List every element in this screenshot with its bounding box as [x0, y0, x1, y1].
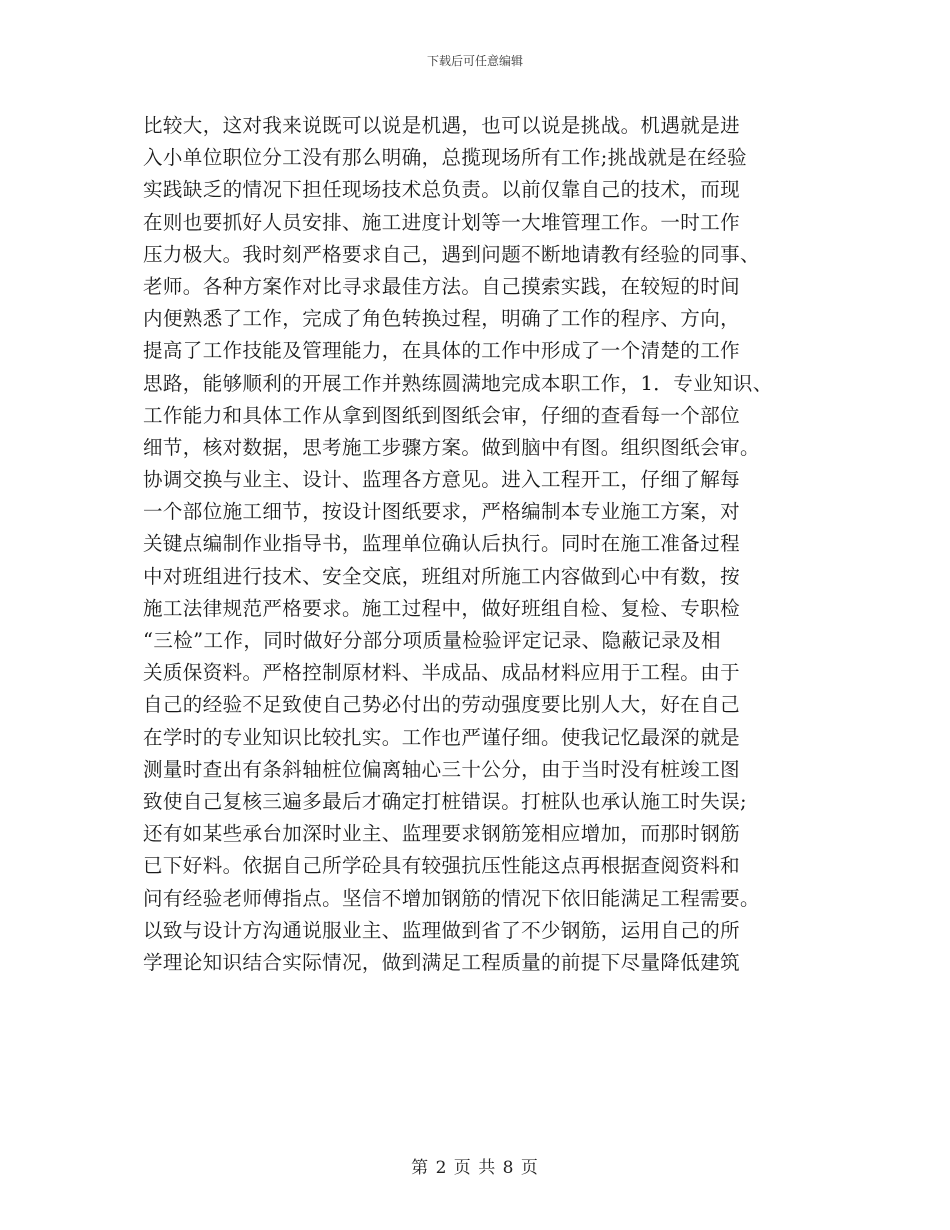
text-line: 压力极大。我时刻严格要求自己，遇到问题不断地请教有经验的同事、 [143, 242, 760, 266]
text-line: 问有经验老师傅指点。坚信不增加钢筋的情况下依旧能满足工程需要。 [143, 886, 760, 910]
text-line: 内便熟悉了工作，完成了角色转换过程，明确了工作的程序、方向， [143, 307, 741, 331]
text-line: “三检”工作，同时做好分部分项质量检验评定记录、隐蔽记录及相 [143, 629, 721, 652]
text-line: 在则也要抓好人员安排、施工进度计划等一大堆管理工作。一时工作 [143, 210, 741, 234]
text-line: 实践缺乏的情况下担任现场技术总负责。以前仅靠自己的技术，而现 [143, 178, 741, 202]
text-line: 在学时的专业知识比较扎实。工作也严谨仔细。使我记忆最深的就是 [143, 725, 741, 749]
text-line: 提高了工作技能及管理能力，在具体的工作中形成了一个清楚的工作 [143, 339, 741, 363]
body-text [143, 110, 843, 979]
page-number-footer: 第 2 页 共 8 页 [411, 1158, 539, 1178]
text-line: 还有如某些承台加深时业主、监理要求钢筋笼相应增加，而那时钢筋 [143, 822, 741, 846]
page-header-note: 下载后可任意编辑 [426, 54, 523, 68]
text-line: 协调交换与业主、设计、监理各方意见。进入工程开工，仔细了解每 [143, 468, 741, 492]
text-line: 思路，能够顺利的开展工作并熟练圆满地完成本职工作，1．专业知识、 [143, 371, 773, 395]
text-line: 中对班组进行技术、安全交底，班组对所施工内容做到心中有数，按 [143, 564, 741, 588]
text-line: 工作能力和具体工作从拿到图纸到图纸会审，仔细的查看每一个部位 [143, 403, 741, 427]
text-line: 以致与设计方沟通说服业主、监理做到省了不少钢筋，运用自己的所 [143, 918, 741, 942]
text-line: 一个部位施工细节，按设计图纸要求，严格编制本专业施工方案，对 [143, 500, 741, 524]
text-line: 已下好料。依据自己所学砼具有较强抗压性能这点再根据查阅资料和 [143, 854, 741, 878]
text-line: 关质保资料。严格控制原材料、半成品、成品材料应用于工程。由于 [143, 661, 741, 685]
text-line: 致使自己复核三遍多最后才确定打桩错误。打桩队也承认施工时失误; [143, 789, 747, 813]
text-line: 入小单位职位分工没有那么明确，总揽现场所有工作;挑战就是在经验 [143, 146, 747, 170]
text-line: 自己的经验不足致使自己势必付出的劳动强度要比别人大，好在自己 [143, 693, 741, 717]
text-line: 施工法律规范严格要求。施工过程中，做好班组自检、复检、专职检 [143, 596, 741, 620]
text-line: 老师。各种方案作对比寻求最佳方法。自己摸索实践，在较短的时间 [143, 274, 741, 298]
text-line: 细节，核对数据，思考施工步骤方案。做到脑中有图。组织图纸会审。 [143, 435, 760, 459]
text-line: 关键点编制作业指导书，监理单位确认后执行。同时在施工准备过程 [143, 532, 741, 556]
text-line: 比较大，这对我来说既可以说是机遇，也可以说是挑战。机遇就是进 [143, 114, 741, 137]
text-line: 学理论知识结合实际情况，做到满足工程质量的前提下尽量降低建筑 [143, 950, 741, 974]
text-line: 测量时查出有条斜轴桩位偏离轴心三十公分，由于当时没有桩竣工图 [143, 757, 741, 781]
